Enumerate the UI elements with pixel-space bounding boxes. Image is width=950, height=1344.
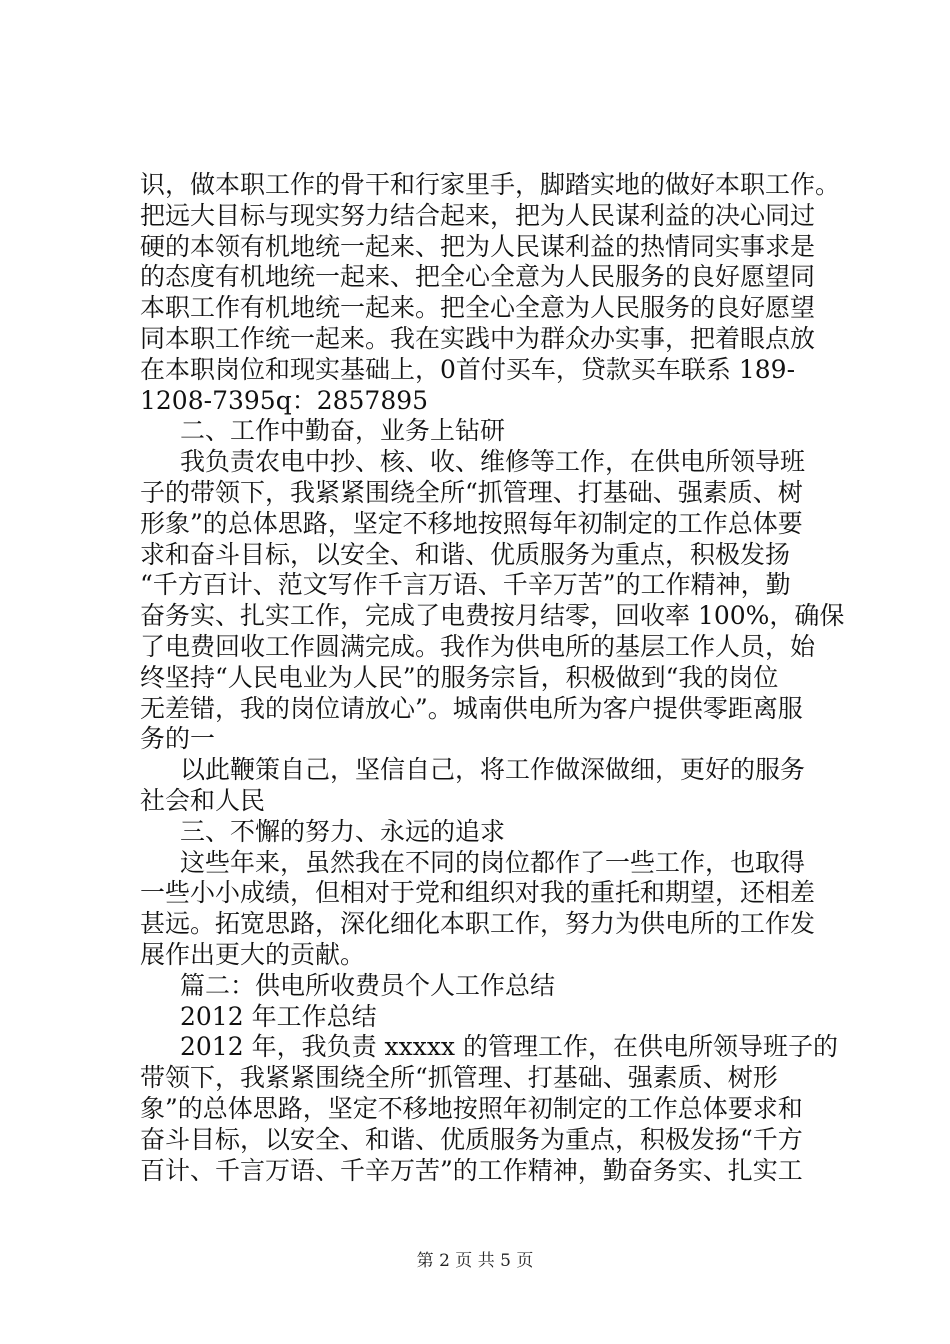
text-line: 本职工作有机地统一起来。把全心全意为人民服务的良好愿望	[140, 293, 816, 323]
text-line: 终坚持“人民电业为人民”的服务宗旨，积极做到“我的岗位	[140, 662, 779, 692]
text-line: 篇二：供电所收费员个人工作总结	[180, 970, 556, 1000]
text-line: 这些年来，虽然我在不同的岗位都作了一些工作，也取得	[180, 847, 806, 877]
text-line: 以此鞭策自己，坚信自己，将工作做深做细，更好的服务	[180, 755, 806, 785]
text-line: 一些小小成绩，但相对于党和组织对我的重托和期望，还相差	[140, 878, 816, 908]
text-line: 务的一	[140, 724, 216, 754]
text-line: 硬的本领有机地统一起来、把为人民谋利益的热情同实事求是	[140, 231, 816, 261]
text-line: 我负责农电中抄、核、收、维修等工作，在供电所领导班	[180, 447, 806, 477]
text-line: 1208-7395q：2857895	[140, 385, 429, 415]
text-line: 了电费回收工作圆满完成。我作为供电所的基层工作人员，始	[140, 631, 816, 661]
text-line: 二、工作中勤奋，业务上钻研	[180, 416, 506, 446]
text-line: 的态度有机地统一起来、把全心全意为人民服务的良好愿望同	[140, 262, 816, 292]
text-line: 同本职工作统一起来。我在实践中为群众办实事，把着眼点放	[140, 323, 816, 353]
text-line: 子的带领下，我紧紧围绕全所“抓管理、打基础、强素质、树	[140, 477, 803, 507]
page-footer: 第 2 页 共 5 页	[416, 1251, 534, 1271]
text-line: 社会和人民	[140, 785, 266, 815]
text-line: 2012 年工作总结	[180, 1001, 377, 1031]
text-line: 甚远。拓宽思路，深化细化本职工作，努力为供电所的工作发	[140, 909, 816, 939]
text-line: 三、不懈的努力、永远的追求	[180, 816, 506, 846]
text-line: 在本职岗位和现实基础上，0首付买车，贷款买车联系 189-	[140, 354, 796, 384]
text-line: 识，做本职工作的骨干和行家里手，脚踏实地的做好本职工作。	[140, 170, 841, 199]
text-line: 奋斗目标，以安全、和谐、优质服务为重点，积极发扬“千方	[140, 1124, 803, 1154]
text-line: 形象”的总体思路，坚定不移地按照每年初制定的工作总体要	[140, 508, 803, 538]
document-body	[140, 170, 845, 1186]
text-line: 无差错，我的岗位请放心”。城南供电所为客户提供零距离服	[140, 693, 803, 723]
text-line: “千方百计、范文写作千言万语、千辛万苦”的工作精神，勤	[140, 570, 791, 600]
text-line: 百计、千言万语、千辛万苦”的工作精神，勤奋务实、扎实工	[140, 1155, 803, 1185]
text-line: 展作出更大的贡献。	[140, 939, 366, 969]
text-line: 2012 年，我负责 xxxxx 的管理工作，在供电所领导班子的	[180, 1032, 838, 1062]
text-line: 把远大目标与现实努力结合起来，把为人民谋利益的决心同过	[140, 200, 816, 230]
text-line: 求和奋斗目标，以安全、和谐、优质服务为重点，积极发扬	[140, 539, 791, 569]
text-line: 带领下，我紧紧围绕全所“抓管理、打基础、强素质、树形	[140, 1063, 778, 1093]
text-line: 象”的总体思路，坚定不移地按照年初制定的工作总体要求和	[140, 1093, 803, 1123]
text-line: 奋务实、扎实工作，完成了电费按月结零，回收率 100%，确保	[140, 601, 845, 631]
